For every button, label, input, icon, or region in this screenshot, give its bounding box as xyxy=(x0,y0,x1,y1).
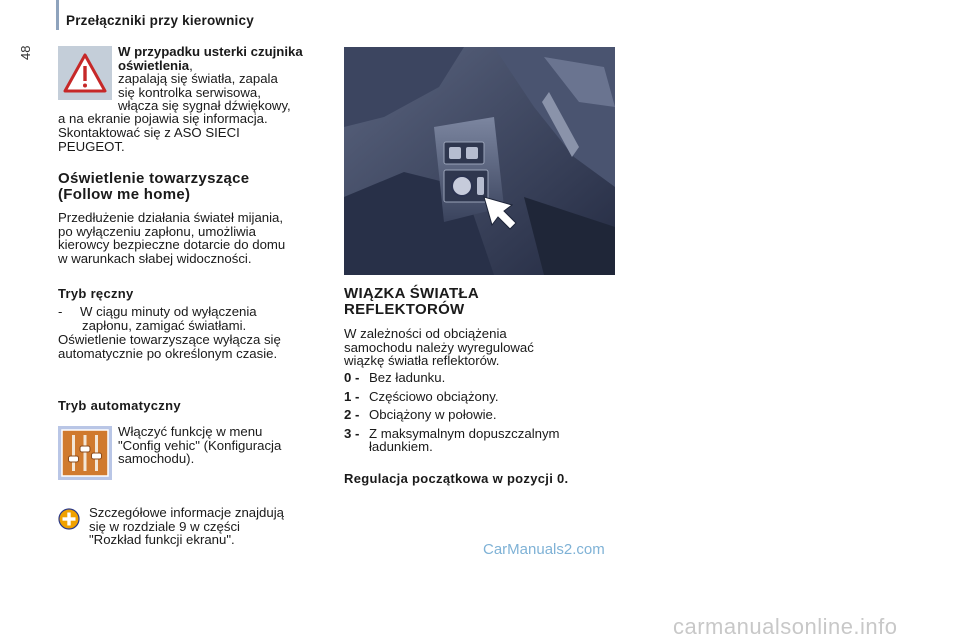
warning-line: włącza się sygnał dźwiękowy, xyxy=(118,98,291,113)
title-line: (Follow me home) xyxy=(58,186,191,203)
manual-mode-title: Tryb ręczny xyxy=(58,286,134,301)
list-item-number: 0 - xyxy=(344,370,360,385)
section-title-follow-me-home xyxy=(58,171,249,203)
list-item-text: Częściowo obciążony. xyxy=(369,388,499,404)
watermark-carmanualsonline: carmanualsonline.info xyxy=(673,614,898,639)
contact-line: PEUGEOT. xyxy=(58,138,125,154)
description-line: po wyłączeniu zapłonu, umożliwia xyxy=(58,223,256,239)
manual-item-line: zapłonu, zamigać światłami. xyxy=(82,317,247,333)
info-text xyxy=(89,506,284,547)
manual-note xyxy=(58,333,281,360)
warning-text xyxy=(118,45,338,113)
info-line: "Rozkład funkcji ekranu". xyxy=(89,532,235,547)
list-item xyxy=(344,390,614,404)
watermark-carmanuals2: CarManuals2.com xyxy=(483,541,605,558)
list-item-line: ładunkiem. xyxy=(369,439,433,454)
title-line: WIĄZKA ŚWIATŁA xyxy=(344,285,480,302)
dashboard-photo xyxy=(344,47,615,275)
follow-me-home-description xyxy=(58,211,285,265)
intro-line: samochodu należy wyregulować xyxy=(344,339,534,355)
info-line: Szczegółowe informacje znajdują xyxy=(89,505,284,520)
info-line: się w rozdziale 9 w części xyxy=(89,518,240,534)
list-item-text: Bez ładunku. xyxy=(369,370,446,385)
headlamp-intro xyxy=(344,327,534,368)
automatic-line: Włączyć funkcję w menu xyxy=(118,424,263,439)
manual-note-line: automatycznie po określonym czasie. xyxy=(58,345,278,361)
plus-info-icon xyxy=(58,508,80,530)
list-item xyxy=(344,371,614,385)
list-item-number: 3 - xyxy=(344,425,360,441)
description-line: w warunkach słabej widoczności. xyxy=(58,250,252,266)
warning-line: zapalają się światła, zapala xyxy=(118,71,278,86)
list-item-number: 2 - xyxy=(344,407,360,422)
list-item-text: Obciążony w połowie. xyxy=(369,407,497,422)
warning-line: się kontrolka serwisowa, xyxy=(118,84,261,100)
automatic-mode-title: Tryb automatyczny xyxy=(58,398,181,413)
warning-last-line: a na ekranie pojawia się informacja. xyxy=(58,111,268,126)
description-line: Przedłużenie działania świateł mijania, xyxy=(58,210,284,225)
margin-bar xyxy=(56,0,59,30)
title-line: Oświetlenie towarzyszące xyxy=(58,170,250,187)
warning-contact xyxy=(58,126,240,153)
contact-line: Skontaktować się z ASO SIECI xyxy=(58,125,240,140)
title-line: REFLEKTORÓW xyxy=(344,301,465,318)
manual-item-line: W ciągu minuty od wyłączenia xyxy=(80,304,257,319)
description-line: kierowcy bezpieczne dotarcie do domu xyxy=(58,237,286,252)
intro-line: wiązkę światła reflektorów. xyxy=(344,353,500,368)
intro-line: W zależności od obciążenia xyxy=(344,326,507,341)
section-title-headlamp xyxy=(344,286,479,318)
list-item xyxy=(344,427,614,454)
warning-triangle-icon xyxy=(58,46,112,100)
list-item-line: Z maksymalnym dopuszczalnym xyxy=(369,425,560,441)
page-header: Przełączniki przy kierownicy xyxy=(66,13,254,28)
warning-comma: , xyxy=(189,57,193,73)
list-item xyxy=(344,408,614,422)
page-number: 48 xyxy=(18,45,33,60)
list-item-text xyxy=(369,427,560,454)
manual-item xyxy=(80,305,257,332)
automatic-line: "Config vehic" (Konfiguracja xyxy=(118,437,282,453)
automatic-mode-text xyxy=(118,425,281,466)
initial-setting-note: Regulacja początkowa w pozycji 0. xyxy=(344,471,569,486)
warning-bold: W przypadku usterki czujnika oświetlenia xyxy=(118,44,303,73)
manual-note-line: Oświetlenie towarzyszące wyłącza się xyxy=(58,332,281,347)
list-item-number: 1 - xyxy=(344,388,360,404)
config-sliders-icon xyxy=(58,426,112,480)
automatic-line: samochodu). xyxy=(118,451,195,466)
manual-dash: - xyxy=(58,304,63,319)
headlamp-levels xyxy=(344,371,614,454)
